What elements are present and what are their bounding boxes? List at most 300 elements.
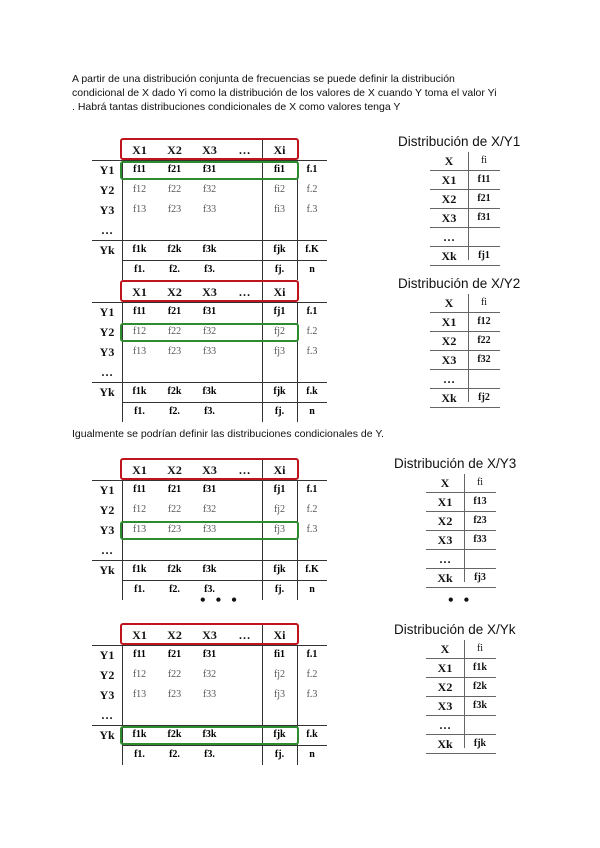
x-header-highlight <box>120 138 299 160</box>
total-cell: f3. <box>204 584 215 595</box>
cond-x-value: X1 <box>437 661 453 675</box>
cond-x-value: Xk <box>437 737 453 751</box>
x-header-highlight <box>120 458 299 480</box>
cond-x-value: X3 <box>441 211 457 225</box>
col-header <box>297 625 327 645</box>
cond-head-row <box>430 294 500 313</box>
cond-head-x: X <box>440 476 450 490</box>
cond-freq-value: f2k <box>473 681 487 692</box>
freq-cell <box>227 540 262 560</box>
freq-cell <box>122 705 157 725</box>
intro-line-2: condicional de X dado Yi como la distribución de los valores de X cuando Y toma el valor Yi <box>72 87 497 99</box>
col-header <box>92 140 122 160</box>
row-label: Y1 <box>99 305 115 319</box>
freq-cell <box>192 220 227 240</box>
col-header <box>92 460 122 480</box>
cond-row <box>426 550 496 569</box>
freq-cell: f32 <box>202 184 217 195</box>
total-cell: fj. <box>274 584 285 595</box>
freq-cell: f1k <box>132 244 147 255</box>
freq-cell <box>227 240 262 260</box>
freq-cell: fj2 <box>273 504 286 515</box>
freq-cell <box>227 560 262 580</box>
freq-cell <box>122 362 157 382</box>
grid-line <box>92 560 327 561</box>
cond-x-value: X3 <box>437 533 453 547</box>
total-cell: f2. <box>169 584 180 595</box>
row-label: … <box>101 223 113 237</box>
cond-divider <box>468 294 469 402</box>
grid-line <box>297 480 298 600</box>
cond-row <box>426 493 496 512</box>
row-label: Yk <box>99 728 115 742</box>
freq-cell: f33 <box>202 524 217 535</box>
grid-line <box>92 382 327 383</box>
freq-cell <box>262 705 297 725</box>
freq-cell: f12 <box>132 326 147 337</box>
freq-cell <box>227 220 262 240</box>
grid-line <box>92 645 327 646</box>
row-label: Yk <box>99 385 115 399</box>
total-cell <box>92 402 122 422</box>
total-cell <box>227 402 262 422</box>
col-header: X1 <box>132 143 147 157</box>
conditional-row-highlight <box>120 726 299 745</box>
col-header: X3 <box>202 143 217 157</box>
cond-freq-value: f21 <box>477 193 491 204</box>
freq-cell: f.2 <box>306 669 318 680</box>
freq-cell <box>262 220 297 240</box>
cond-freq-value: f32 <box>477 354 491 365</box>
freq-cell: f.2 <box>306 326 318 337</box>
total-cell: f1. <box>134 749 145 760</box>
col-header: Xi <box>273 463 286 477</box>
cond-freq-value: f3k <box>473 700 487 711</box>
freq-cell <box>227 180 262 200</box>
cond-x-value: X1 <box>437 495 453 509</box>
grid-line <box>262 282 263 422</box>
freq-cell: f23 <box>167 204 182 215</box>
col-header <box>297 140 327 160</box>
freq-cell <box>192 362 227 382</box>
cond-table-body <box>426 474 496 588</box>
freq-cell: f33 <box>202 346 217 357</box>
freq-cell: f31 <box>202 484 217 495</box>
freq-cell: fj3 <box>273 689 286 700</box>
cond-head-f: fi <box>480 155 488 166</box>
cond-row <box>426 697 496 716</box>
total-cell: f2. <box>169 406 180 417</box>
cond-freq-value: f33 <box>473 534 487 545</box>
freq-cell: f11 <box>133 649 146 660</box>
row-label: Y1 <box>99 163 115 177</box>
cond-x-value: X3 <box>437 699 453 713</box>
freq-cell: f1k <box>132 386 147 397</box>
grid-line <box>92 480 327 481</box>
grid-line <box>122 645 123 765</box>
freq-cell: fj1 <box>273 484 286 495</box>
total-cell <box>227 580 262 600</box>
freq-cell: f.2 <box>306 184 318 195</box>
total-cell: n <box>309 264 315 275</box>
total-cell <box>227 260 262 280</box>
freq-cell: f13 <box>132 346 147 357</box>
freq-cell <box>157 705 192 725</box>
col-header <box>92 625 122 645</box>
intro-line-3: . Habrá tantas distribuciones condicionales de X como valores tenga Y <box>72 101 401 113</box>
cond-row <box>430 228 500 247</box>
row-label: Y2 <box>99 503 115 517</box>
cond-x-value: Xk <box>441 391 457 405</box>
freq-cell: f.3 <box>306 524 318 535</box>
freq-cell: fjk <box>273 564 286 575</box>
grid-line <box>297 302 298 422</box>
grid-line <box>122 302 123 422</box>
freq-cell: f3k <box>202 244 217 255</box>
total-cell: f1. <box>134 264 145 275</box>
freq-cell: f1k <box>132 564 147 575</box>
freq-cell: f22 <box>167 669 182 680</box>
row-label: Y2 <box>99 325 115 339</box>
cond-x-value: … <box>443 230 455 244</box>
row-label: … <box>101 708 113 722</box>
col-header: X3 <box>202 628 217 642</box>
freq-cell: f11 <box>133 306 146 317</box>
col-header: X3 <box>202 285 217 299</box>
cond-x-value: X2 <box>441 334 457 348</box>
freq-cell: f.k <box>306 729 318 740</box>
freq-cell: fj3 <box>273 346 286 357</box>
row-label: … <box>101 365 113 379</box>
col-header: X1 <box>132 285 147 299</box>
col-header: X2 <box>167 285 182 299</box>
conditional-row-highlight <box>120 521 299 540</box>
cond-table-body <box>430 294 500 408</box>
freq-cell <box>227 665 262 685</box>
col-header: … <box>238 463 251 477</box>
freq-cell <box>297 705 327 725</box>
freq-cell: fi2 <box>273 184 286 195</box>
freq-cell <box>157 220 192 240</box>
total-cell: fj. <box>274 264 285 275</box>
freq-cell <box>192 540 227 560</box>
row-label: Y3 <box>99 688 115 702</box>
cond-row <box>430 389 500 408</box>
total-cell: n <box>309 406 315 417</box>
cond-head-row <box>426 474 496 493</box>
total-cell: fj. <box>274 406 285 417</box>
freq-cell <box>157 362 192 382</box>
freq-cell: fj1 <box>273 306 286 317</box>
total-cell <box>92 745 122 765</box>
cond-row <box>426 659 496 678</box>
total-cell: n <box>309 749 315 760</box>
freq-cell: f3k <box>202 386 217 397</box>
total-cell: f2. <box>169 264 180 275</box>
cond-x-value: … <box>439 552 451 566</box>
cond-table-title: Distribución de X/Y2 <box>398 276 521 291</box>
freq-cell <box>227 342 262 362</box>
freq-cell: f32 <box>202 669 217 680</box>
total-cell: f3. <box>204 749 215 760</box>
freq-cell <box>122 220 157 240</box>
total-cell <box>227 745 262 765</box>
grid-line <box>92 302 327 303</box>
cond-table-body <box>426 640 496 754</box>
col-header: X1 <box>132 628 147 642</box>
freq-cell: f22 <box>167 504 182 515</box>
freq-cell: fj2 <box>273 326 286 337</box>
intro-line-1: A partir de una distribución conjunta de frecuencias se puede definir la distribución <box>72 73 455 85</box>
freq-cell: f.3 <box>306 689 318 700</box>
row-label: Yk <box>99 563 115 577</box>
freq-cell <box>227 362 262 382</box>
cond-row <box>426 512 496 531</box>
cond-freq-value <box>464 716 496 734</box>
cond-row <box>430 209 500 228</box>
total-cell: f3. <box>204 264 215 275</box>
cond-x-value: X1 <box>441 173 457 187</box>
freq-cell <box>227 705 262 725</box>
freq-cell <box>262 540 297 560</box>
cond-freq-value: f11 <box>477 174 491 185</box>
freq-cell: fjk <box>273 386 286 397</box>
freq-cell <box>297 540 327 560</box>
col-header <box>297 282 327 302</box>
freq-cell: f32 <box>202 504 217 515</box>
cond-divider <box>468 152 469 260</box>
freq-cell: f.2 <box>306 504 318 515</box>
cond-head-x: X <box>440 642 450 656</box>
freq-cell <box>227 382 262 402</box>
freq-cell <box>227 685 262 705</box>
cond-row <box>430 247 500 266</box>
ellipsis-right: • • <box>448 592 473 609</box>
row-label: Yk <box>99 243 115 257</box>
freq-cell <box>227 200 262 220</box>
cond-x-value: X2 <box>441 192 457 206</box>
cond-freq-value: fj1 <box>478 250 490 261</box>
cond-freq-value: f31 <box>477 212 491 223</box>
cond-row <box>426 716 496 735</box>
row-label: Y3 <box>99 345 115 359</box>
freq-cell: fjk <box>273 244 286 255</box>
col-header: Xi <box>273 285 286 299</box>
freq-cell: f2k <box>167 244 182 255</box>
conditional-row-highlight <box>120 323 299 342</box>
freq-cell <box>297 220 327 240</box>
freq-cell <box>227 302 262 322</box>
freq-cell: f.1 <box>306 164 318 175</box>
freq-cell <box>192 705 227 725</box>
freq-cell: f13 <box>132 689 147 700</box>
cond-freq-value: fjk <box>473 738 487 749</box>
col-header: X2 <box>167 463 182 477</box>
cond-x-value: Xk <box>437 571 453 585</box>
freq-cell: fj3 <box>273 524 286 535</box>
freq-cell: f.K <box>305 564 319 575</box>
grid-line <box>122 480 123 600</box>
cond-table-title: Distribución de X/Y3 <box>394 456 517 471</box>
cond-head-x: X <box>444 154 454 168</box>
freq-cell <box>297 362 327 382</box>
cond-freq-value <box>468 370 500 388</box>
freq-cell: f22 <box>167 184 182 195</box>
row-label: Y3 <box>99 203 115 217</box>
freq-cell: f.1 <box>306 306 318 317</box>
cond-row <box>430 332 500 351</box>
cond-head-row <box>426 640 496 659</box>
freq-cell: f.1 <box>306 484 318 495</box>
freq-cell <box>227 645 262 665</box>
col-header: … <box>238 285 251 299</box>
cond-freq-value: fj3 <box>474 572 486 583</box>
cond-head-f: fi <box>480 297 488 308</box>
col-header: … <box>238 143 251 157</box>
cond-freq-value: f12 <box>477 316 491 327</box>
freq-cell: f23 <box>167 689 182 700</box>
cond-freq-value: f1k <box>473 662 487 673</box>
cond-freq-value: f22 <box>477 335 491 346</box>
cond-head-f: fi <box>476 477 484 488</box>
cond-freq-value: f23 <box>473 515 487 526</box>
freq-cell: f22 <box>167 326 182 337</box>
row-label: … <box>101 543 113 557</box>
freq-cell: f11 <box>133 164 146 175</box>
col-header: … <box>238 628 251 642</box>
freq-cell: f21 <box>167 484 182 495</box>
freq-cell: fi1 <box>273 649 286 660</box>
freq-cell: f23 <box>167 524 182 535</box>
cond-freq-value <box>468 228 500 246</box>
middle-text: Igualmente se podrían definir las distribuciones condicionales de Y. <box>72 428 384 440</box>
freq-cell: f.k <box>306 386 318 397</box>
freq-cell: f13 <box>132 524 147 535</box>
cond-row <box>426 569 496 588</box>
freq-cell: f21 <box>167 306 182 317</box>
col-header: X1 <box>132 463 147 477</box>
freq-cell: f.3 <box>306 204 318 215</box>
cond-table-title: Distribución de X/Yk <box>394 622 516 637</box>
cond-x-value: X2 <box>437 514 453 528</box>
freq-cell: f1k <box>132 729 147 740</box>
freq-cell: f12 <box>132 669 147 680</box>
col-header: X2 <box>167 628 182 642</box>
freq-cell: f32 <box>202 326 217 337</box>
freq-cell: f31 <box>202 164 217 175</box>
total-cell: n <box>309 584 315 595</box>
cond-divider <box>464 640 465 748</box>
col-header <box>297 460 327 480</box>
row-label: Y2 <box>99 183 115 197</box>
cond-x-value: X3 <box>441 353 457 367</box>
freq-cell: f21 <box>167 164 182 175</box>
col-header: Xi <box>273 628 286 642</box>
cond-row <box>426 735 496 754</box>
cond-head-x: X <box>444 296 454 310</box>
freq-cell: f2k <box>167 386 182 397</box>
row-label: Y1 <box>99 483 115 497</box>
col-header: Xi <box>273 143 286 157</box>
cond-row <box>430 190 500 209</box>
freq-cell: f31 <box>202 649 217 660</box>
cond-row <box>430 351 500 370</box>
cond-divider <box>464 474 465 582</box>
row-label: Y1 <box>99 648 115 662</box>
grid-line <box>92 240 327 241</box>
grid-line <box>297 645 298 765</box>
cond-freq-value: f13 <box>473 496 487 507</box>
freq-cell: f2k <box>167 564 182 575</box>
freq-cell <box>262 362 297 382</box>
cond-row <box>426 531 496 550</box>
conditional-row-highlight <box>120 161 299 180</box>
cond-x-value: … <box>443 372 455 386</box>
x-header-highlight <box>120 280 299 302</box>
freq-cell: f3k <box>202 564 217 575</box>
freq-cell: f33 <box>202 204 217 215</box>
freq-cell <box>157 540 192 560</box>
freq-cell: fi1 <box>273 164 286 175</box>
cond-freq-value: fj2 <box>478 392 490 403</box>
freq-cell: fjk <box>273 729 286 740</box>
cond-x-value: X1 <box>441 315 457 329</box>
total-cell <box>92 580 122 600</box>
freq-cell: f2k <box>167 729 182 740</box>
freq-cell <box>122 540 157 560</box>
freq-cell: f23 <box>167 346 182 357</box>
freq-cell: f33 <box>202 689 217 700</box>
col-header: X3 <box>202 463 217 477</box>
cond-table-body <box>430 152 500 266</box>
freq-cell: f13 <box>132 204 147 215</box>
cond-x-value: Xk <box>441 249 457 263</box>
cond-row <box>430 370 500 389</box>
freq-cell: f11 <box>133 484 146 495</box>
cond-head-f: fi <box>476 643 484 654</box>
col-header: X2 <box>167 143 182 157</box>
freq-cell <box>227 480 262 500</box>
freq-cell: fi3 <box>273 204 286 215</box>
total-cell: f3. <box>204 406 215 417</box>
cond-table-title: Distribución de X/Y1 <box>398 134 521 149</box>
total-cell: f1. <box>134 406 145 417</box>
row-label: Y2 <box>99 668 115 682</box>
freq-cell: f12 <box>132 184 147 195</box>
total-cell: f1. <box>134 584 145 595</box>
cond-row <box>426 678 496 697</box>
freq-cell: f3k <box>202 729 217 740</box>
total-cell <box>92 260 122 280</box>
freq-cell: f.K <box>305 244 319 255</box>
cond-x-value: … <box>439 718 451 732</box>
cond-head-row <box>430 152 500 171</box>
total-cell: fj. <box>274 749 285 760</box>
freq-cell: fj2 <box>273 669 286 680</box>
freq-cell: f.3 <box>306 346 318 357</box>
cond-row <box>430 313 500 332</box>
freq-cell: f.1 <box>306 649 318 660</box>
cond-row <box>430 171 500 190</box>
cond-freq-value <box>464 550 496 568</box>
cond-x-value: X2 <box>437 680 453 694</box>
freq-cell: f12 <box>132 504 147 515</box>
freq-cell <box>227 500 262 520</box>
freq-cell: f31 <box>202 306 217 317</box>
ellipsis-left: • • • <box>200 592 240 609</box>
x-header-highlight <box>120 623 299 645</box>
row-label: Y3 <box>99 523 115 537</box>
